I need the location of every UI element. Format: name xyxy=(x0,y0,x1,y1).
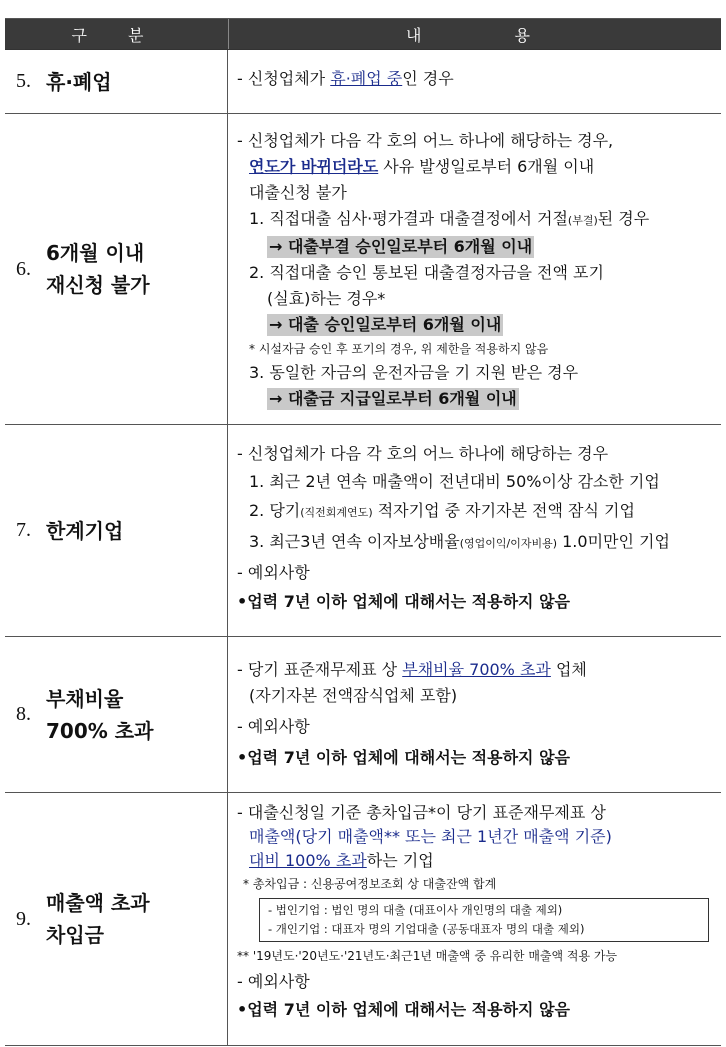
list-item: 3. 동일한 자금의 운전자금을 기 지원 받은 경우 xyxy=(249,363,579,382)
table-row xyxy=(5,50,721,114)
exception-title: - 예외사항 xyxy=(237,972,310,991)
content-line: 연도가 바뀌더라도 사유 발생일로부터 6개월 이내 xyxy=(249,157,595,176)
row-category xyxy=(5,425,228,636)
table-row xyxy=(5,793,721,1046)
header-content: 내 용 xyxy=(406,25,574,45)
list-item-result: → 대출금 지급일로부터 6개월 이내 xyxy=(269,389,517,408)
table-row xyxy=(5,114,721,425)
content-line: - 당기 표준재무제표 상 부채비율 700% 초과 업체 xyxy=(237,660,587,679)
row-category xyxy=(5,793,228,1045)
row-number: 6. xyxy=(16,257,31,280)
row-title: 매출액 초과 차입금 xyxy=(46,891,150,947)
row-number: 9. xyxy=(16,907,31,930)
content-line: 대출신청 불가 xyxy=(249,183,347,202)
table-row xyxy=(5,425,721,637)
list-item: 3. 최근3년 연속 이자보상배율(영업이익/이자비용) 1.0미만인 기업 xyxy=(249,532,670,551)
list-item: (실효)하는 경우* xyxy=(267,289,386,308)
row-number: 8. xyxy=(16,703,31,725)
list-item: 2. 당기(직전회계연도) 적자기업 중 자기자본 전액 잠식 기업 xyxy=(249,501,635,520)
box-line: - 법인기업 : 법인 명의 대출 (대표이사 개인명의 대출 제외) xyxy=(268,903,563,917)
row-content xyxy=(228,50,721,113)
content-line: - 신청업체가 다음 각 호의 어느 하나에 해당하는 경우 xyxy=(237,444,609,463)
content-line: - 신청업체가 휴·폐업 중인 경우 xyxy=(237,69,454,88)
content-line: (자기자본 전액잠식업체 포함) xyxy=(249,686,458,705)
footnote: ** '19년도·'20년도·'21년도·최근1년 매출액 중 유리한 매출액 적용 가능 xyxy=(237,949,618,963)
content-line: 매출액(당기 매출액** 또는 최근 1년간 매출액 기준) xyxy=(249,827,612,846)
content-line: - 대출신청일 기준 총차입금*이 당기 표준재무제표 상 xyxy=(237,803,606,822)
list-item: 1. 직접대출 심사·평가결과 대출결정에서 거절(부결)된 경우 xyxy=(249,209,650,228)
box-line: - 개인기업 : 대표자 명의 기업대출 (공동대표자 명의 대출 제외) xyxy=(268,922,585,936)
list-item: 1. 최근 2년 연속 매출액이 전년대비 50%이상 감소한 기업 xyxy=(249,472,660,491)
table-header xyxy=(5,19,721,50)
row-content xyxy=(228,793,721,1045)
note-box xyxy=(259,898,709,942)
exception-text: •업력 7년 이하 업체에 대해서는 적용하지 않음 xyxy=(237,1000,570,1019)
row-content xyxy=(228,425,721,636)
content-line: 대비 100% 초과하는 기업 xyxy=(249,851,434,870)
list-item-result: → 대출부결 승인일로부터 6개월 이내 xyxy=(269,237,533,256)
row-category xyxy=(5,50,228,113)
row-title: 휴·폐업 xyxy=(46,69,112,94)
row-content xyxy=(228,637,721,792)
criteria-table xyxy=(5,18,721,1046)
exception-text: •업력 7년 이하 업체에 대해서는 적용하지 않음 xyxy=(237,592,570,611)
exception-text: •업력 7년 이하 업체에 대해서는 적용하지 않음 xyxy=(237,748,570,767)
list-item-result: → 대출 승인일로부터 6개월 이내 xyxy=(269,315,502,334)
row-number: 5. xyxy=(16,70,31,92)
row-number: 7. xyxy=(16,519,31,541)
row-title: 부채비율 700% 초과 xyxy=(46,686,154,743)
footnote: * 총차입금 : 신용공여정보조회 상 대출잔액 합계 xyxy=(243,877,497,891)
footnote: * 시설자금 승인 후 포기의 경우, 위 제한을 적용하지 않음 xyxy=(249,342,549,356)
row-title: 6개월 이내 재신청 불가 xyxy=(46,241,150,297)
list-item: 2. 직접대출 승인 통보된 대출결정자금을 전액 포기 xyxy=(249,263,604,282)
row-content xyxy=(228,114,721,424)
exception-title: - 예외사항 xyxy=(237,563,310,582)
content-line: - 신청업체가 다음 각 호의 어느 하나에 해당하는 경우, xyxy=(237,131,614,150)
exception-title: - 예외사항 xyxy=(237,717,310,736)
row-category xyxy=(5,114,228,424)
row-title: 한계기업 xyxy=(46,518,124,543)
row-category xyxy=(5,637,228,792)
header-category: 구 분 xyxy=(5,19,229,49)
table-row xyxy=(5,637,721,793)
